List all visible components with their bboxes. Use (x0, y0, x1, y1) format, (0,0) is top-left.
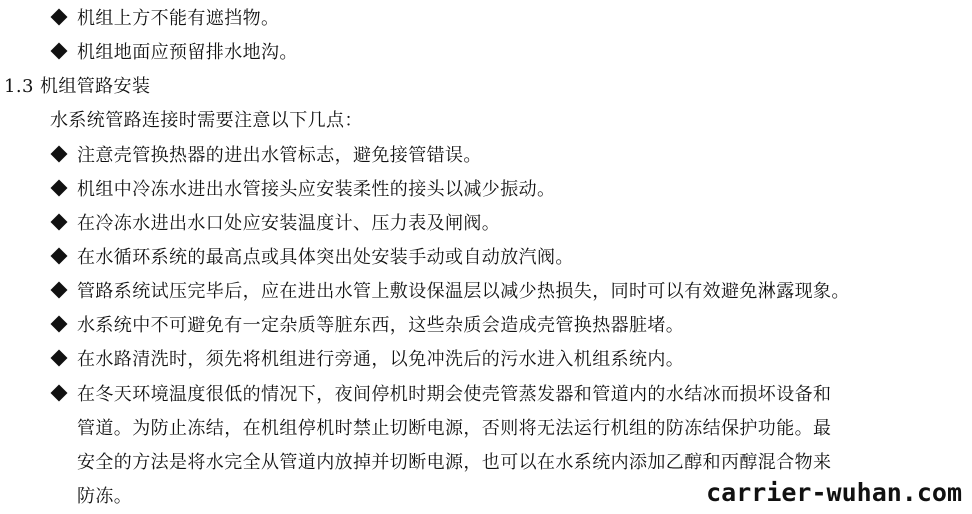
list-item (50, 144, 482, 168)
list-item-text: 在水循环系统的最高点或具体突出处安装手动或自动放汽阀。 (77, 247, 574, 268)
diamond-bullet-icon (51, 214, 68, 231)
list-item-continuation: 防冻。 (77, 486, 133, 507)
list-item (50, 212, 500, 236)
list-item (50, 280, 850, 304)
watermark: carrier-wuhan.com (706, 478, 962, 507)
list-item-text: 管路系统试压完毕后，应在进出水管上敷设保温层以减少热损失，同时可以有效避免淋露现象。 (77, 281, 850, 302)
diamond-bullet-icon (51, 350, 68, 367)
list-item-text: 在水路清洗时，须先将机组进行旁通，以免冲洗后的污水进入机组系统内。 (77, 349, 685, 370)
diamond-bullet-icon (51, 248, 68, 265)
list-item (50, 314, 684, 338)
list-item (50, 41, 298, 65)
list-item-text: 水系统中不可避免有一定杂质等脏东西，这些杂质会造成壳管换热器脏堵。 (77, 315, 685, 336)
diamond-bullet-icon (51, 180, 68, 197)
list-item (50, 383, 831, 407)
list-item-text: 注意壳管换热器的进出水管标志，避免接管错误。 (77, 145, 482, 166)
diamond-bullet-icon (51, 43, 68, 60)
list-item-text: 机组上方不能有遮挡物。 (77, 8, 280, 29)
list-item-continuation: 管道。为防止冻结，在机组停机时禁止切断电源，否则将无法运行机组的防冻结保护功能。最 (77, 418, 832, 439)
list-item (50, 348, 684, 372)
intro-text: 水系统管路连接时需要注意以下几点： (50, 110, 363, 131)
diamond-bullet-icon (51, 282, 68, 299)
section-heading: 1.3 机组管路安装 (4, 76, 151, 97)
diamond-bullet-icon (51, 385, 68, 402)
list-item (50, 7, 279, 31)
list-item-text: 机组地面应预留排水地沟。 (77, 42, 298, 63)
diamond-bullet-icon (51, 146, 68, 163)
diamond-bullet-icon (51, 316, 68, 333)
list-item-text: 在冷冻水进出水口处应安装温度计、压力表及闸阀。 (77, 213, 501, 234)
list-item-text: 在冬天环境温度很低的情况下，夜间停机时期会使壳管蒸发器和管道内的水结冰而损坏设备和 (77, 384, 832, 405)
list-item-continuation: 安全的方法是将水完全从管道内放掉并切断电源，也可以在水系统内添加乙醇和丙醇混合物来 (77, 452, 832, 473)
diamond-bullet-icon (51, 9, 68, 26)
list-item (50, 178, 555, 202)
list-item (50, 246, 574, 270)
list-item-text: 机组中冷冻水进出水管接头应安装柔性的接头以减少振动。 (77, 179, 556, 200)
